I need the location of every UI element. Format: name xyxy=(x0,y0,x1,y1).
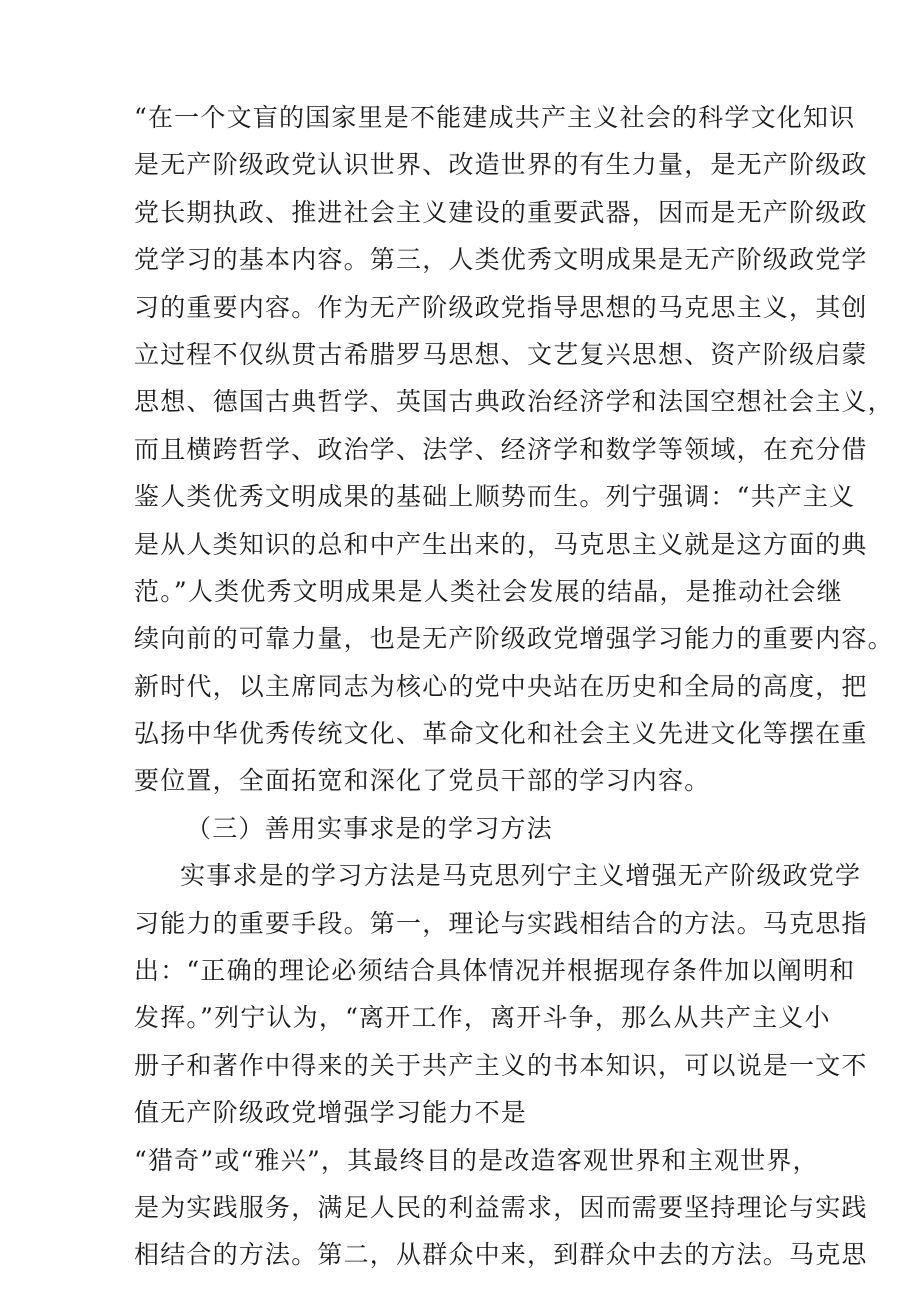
text-line: 习能力的重要手段。第一，理论与实践相结合的方法。马克思指 xyxy=(134,908,868,938)
text-line: 立过程不仅纵贯古希腊罗马思想、文艺复兴思想、资产阶级启蒙 xyxy=(134,339,868,369)
text-line: 新时代，以主席同志为核心的党中央站在历史和全局的高度，把 xyxy=(134,671,868,701)
text-line: 思想、德国古典哲学、英国古典政治经济学和法国空想社会主义， xyxy=(134,387,894,417)
text-line: 党长期执政、推进社会主义建设的重要武器，因而是无产阶级政 xyxy=(134,197,868,227)
text-line: 出：“正确的理论必须结合具体情况并根据现存条件加以阐明和 xyxy=(134,956,856,986)
text-line: 是为实践服务，满足人民的利益需求，因而需要坚持理论与实践 xyxy=(134,1192,868,1222)
text-line: 要位置，全面拓宽和深化了党员干部的学习内容。 xyxy=(134,766,711,796)
text-line: “猎奇”或“雅兴”，其最终目的是改造客观世界和主观世界， xyxy=(134,1145,819,1175)
text-line: 党学习的基本内容。第三，人类优秀文明成果是无产阶级政党学 xyxy=(134,245,868,275)
body-text xyxy=(134,94,894,1279)
text-line: 实事求是的学习方法是马克思列宁主义增强无产阶级政党学 xyxy=(180,861,862,891)
text-line: 发挥。”列宁认为，“离开工作，离开斗争，那么从共产主义小 xyxy=(134,1003,831,1033)
text-line: 是从人类知识的总和中产生出来的，马克思主义就是这方面的典 xyxy=(134,529,868,559)
text-line: 范。”人类优秀文明成果是人类社会发展的结晶，是推动社会继 xyxy=(134,576,843,606)
text-line: 相结合的方法。第二，从群众中来，到群众中去的方法。马克思 xyxy=(134,1240,868,1270)
text-line: 册子和著作中得来的关于共产主义的书本知识，可以说是一文不 xyxy=(134,1050,868,1080)
text-line: 值无产阶级政党增强学习能力不是 xyxy=(134,1098,528,1128)
text-line: 是无产阶级政党认识世界、改造世界的有生力量，是无产阶级政 xyxy=(134,150,868,180)
text-line: 习的重要内容。作为无产阶级政党指导思想的马克思主义，其创 xyxy=(134,292,868,322)
text-line: 鉴人类优秀文明成果的基础上顺势而生。列宁强调：“共产主义 xyxy=(134,482,856,512)
section-heading: （三）善用实事求是的学习方法 xyxy=(186,813,553,843)
text-line: 续向前的可靠力量，也是无产阶级政党增强学习能力的重要内容。 xyxy=(134,624,894,654)
text-line: 弘扬中华优秀传统文化、革命文化和社会主义先进文化等摆在重 xyxy=(134,719,868,749)
text-line: 而且横跨哲学、政治学、法学、经济学和数学等领域，在充分借 xyxy=(134,434,868,464)
text-line: “在一个文盲的国家里是不能建成共产主义社会的科学文化知识 xyxy=(134,103,856,132)
